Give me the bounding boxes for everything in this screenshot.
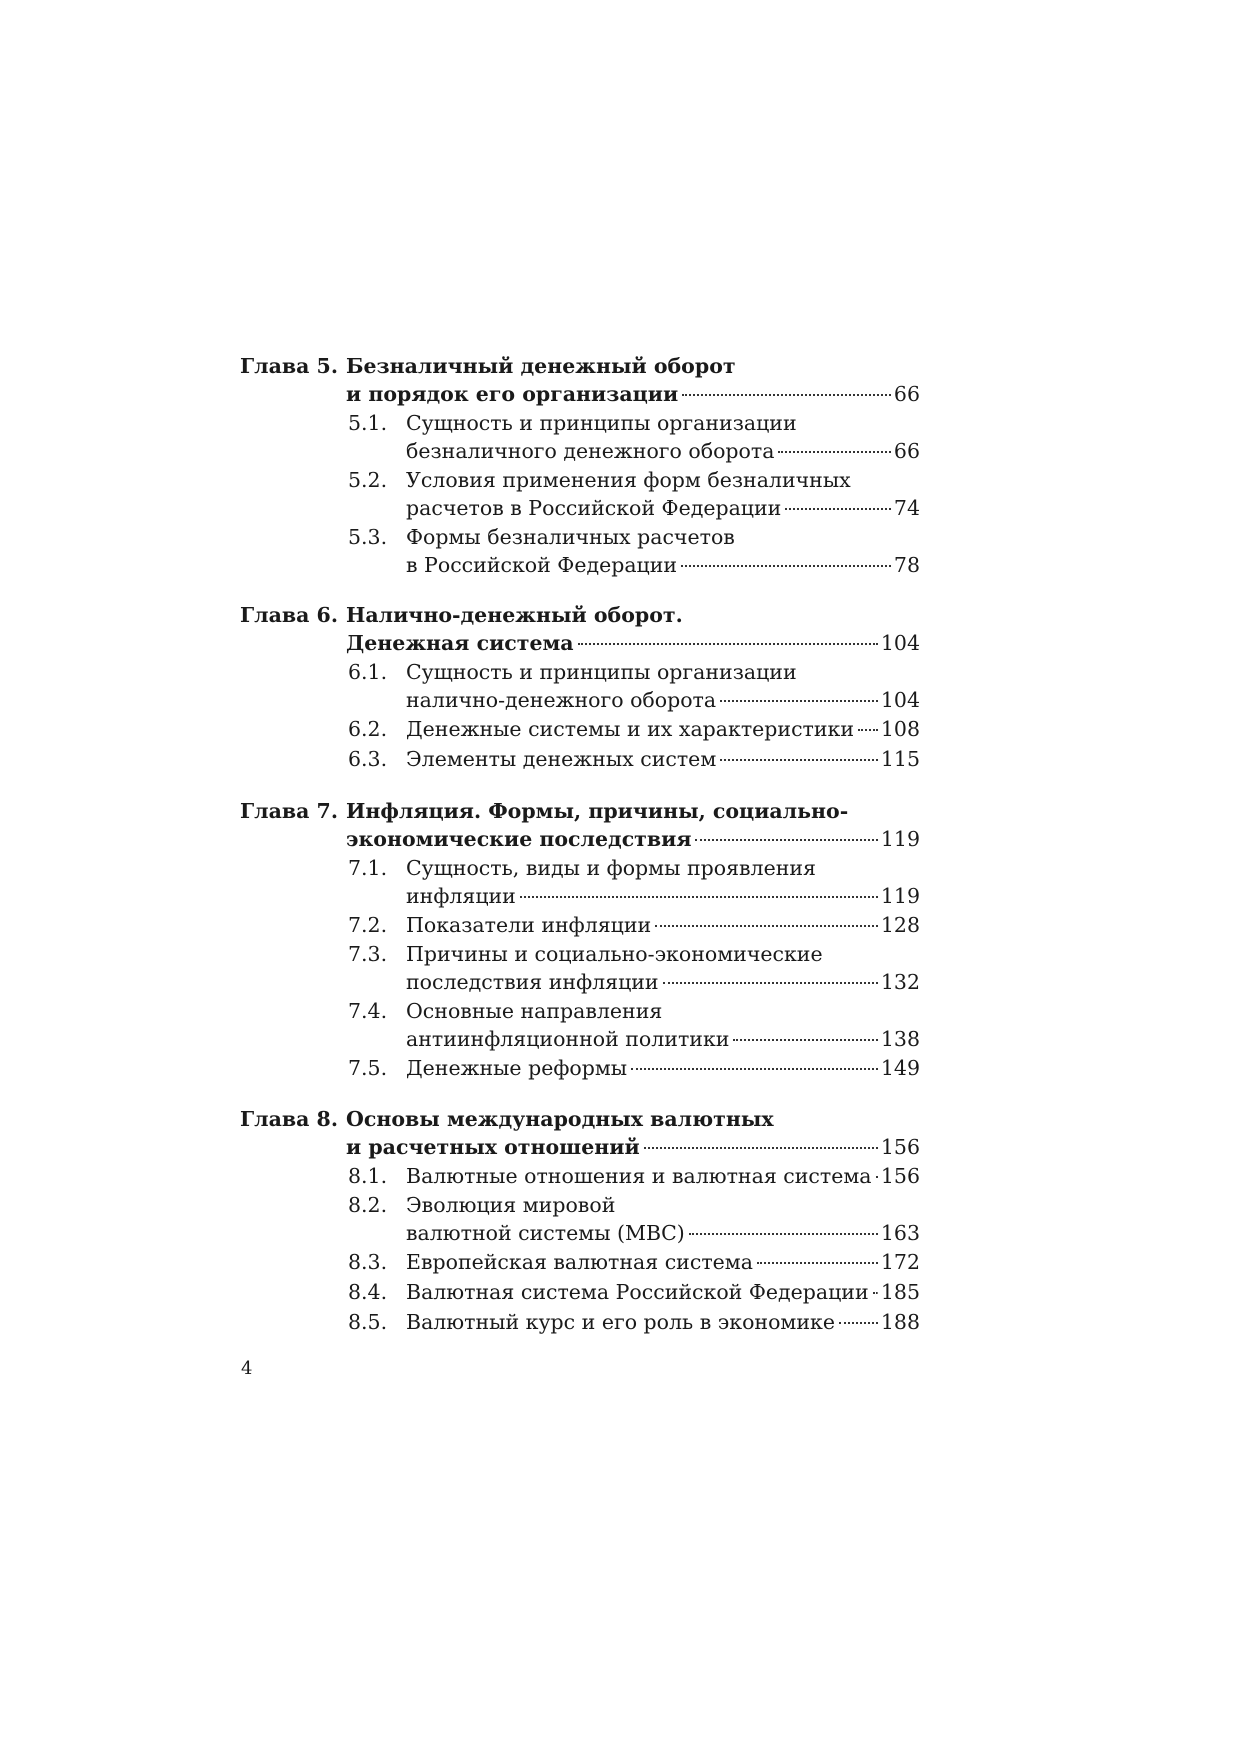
chapter-number: Глава 7. [240,799,338,823]
chapter-title-line-1: Основы международных валютных [346,1107,774,1131]
page-ref: 185 [880,1280,920,1304]
dot-leader [682,394,891,396]
page-ref: 108 [880,717,920,741]
page-ref: 104 [880,688,920,712]
section-number: 7.4. [348,999,388,1023]
section-entry[interactable]: Европейская валютная система 172 [406,1250,920,1274]
section-number: 7.5. [348,1056,388,1080]
section-entry[interactable]: Валютный курс и его роль в экономике 188 [406,1310,920,1334]
page-ref: 66 [893,439,920,463]
chapter-number: Глава 6. [240,603,338,627]
chapter-number: Глава 5. [240,354,338,378]
page-ref: 132 [880,970,920,994]
page-ref: 188 [880,1310,920,1334]
page-ref: 104 [880,631,920,655]
page-ref: 66 [893,382,920,406]
page-ref: 163 [880,1221,920,1245]
dot-leader [733,1039,877,1041]
page-ref: 172 [880,1250,920,1274]
section-entry[interactable]: Валютные отношения и валютная система 156 [406,1164,920,1188]
page-ref: 78 [893,553,920,577]
page-ref: 138 [880,1027,920,1051]
page-ref: 115 [880,747,920,771]
section-number: 6.2. [348,717,388,741]
section-title-line-1: Сущность и принципы организации [406,411,797,435]
section-entry[interactable]: Валютная система Российской Федерации 185 [406,1280,920,1304]
section-entry[interactable]: расчетов в Российской Федерации 74 [406,496,920,520]
dot-leader [873,1292,878,1294]
dot-leader [578,643,878,645]
chapter-title-line-2[interactable]: Денежная система 104 [346,631,920,655]
section-title-line-1: Формы безналичных расчетов [406,525,735,549]
dot-leader [663,982,878,984]
page-ref: 156 [880,1164,920,1188]
dot-leader [876,1176,878,1178]
section-entry[interactable]: последствия инфляции 132 [406,970,920,994]
dot-leader [839,1322,878,1324]
section-number: 5.2. [348,468,388,492]
section-entry[interactable]: в Российской Федерации 78 [406,553,920,577]
section-title-line-1: Основные направления [406,999,663,1023]
section-entry[interactable]: Денежные системы и их характеристики 108 [406,717,920,741]
section-entry[interactable]: антиинфляционной политики 138 [406,1027,920,1051]
chapter-title-line-2[interactable]: и расчетных отношений 156 [346,1135,920,1159]
section-entry[interactable]: Элементы денежных систем 115 [406,747,920,771]
chapter-title-line-2[interactable]: и порядок его организации 66 [346,382,920,406]
chapter-title-line-1: Налично-денежный оборот. [346,603,683,627]
dot-leader [655,925,878,927]
section-number: 8.5. [348,1310,388,1334]
dot-leader [681,565,891,567]
dot-leader [631,1068,878,1070]
dot-leader [720,759,878,761]
chapter-number: Глава 8. [240,1107,338,1131]
chapter-title-line-1: Безналичный денежный оборот [346,354,736,378]
page-ref: 149 [880,1056,920,1080]
section-number: 7.3. [348,942,388,966]
page-ref: 74 [893,496,920,520]
dot-leader [644,1147,878,1149]
section-number: 6.1. [348,660,388,684]
section-title-line-1: Причины и социально-экономические [406,942,823,966]
dot-leader [520,896,878,898]
section-number: 5.3. [348,525,388,549]
section-number: 7.1. [348,856,388,880]
section-number: 6.3. [348,747,388,771]
section-title-line-1: Сущность, виды и формы проявления [406,856,816,880]
section-title-line-1: Эволюция мировой [406,1193,616,1217]
section-entry[interactable]: валютной системы (МВС) 163 [406,1221,920,1245]
section-number: 7.2. [348,913,388,937]
dot-leader [778,451,890,453]
section-entry[interactable]: безналичного денежного оборота 66 [406,439,920,463]
page-ref: 156 [880,1135,920,1159]
section-title-line-1: Сущность и принципы организации [406,660,797,684]
dot-leader [695,839,877,841]
dot-leader [785,508,891,510]
chapter-title-line-1: Инфляция. Формы, причины, социально- [346,799,849,823]
dot-leader [757,1262,878,1264]
page-ref: 128 [880,913,920,937]
page-ref: 119 [880,827,920,851]
section-number: 8.1. [348,1164,388,1188]
section-entry[interactable]: инфляции 119 [406,884,920,908]
section-number: 8.3. [348,1250,388,1274]
dot-leader [720,700,878,702]
dot-leader [858,729,878,731]
section-entry[interactable]: Показатели инфляции 128 [406,913,920,937]
section-title-line-1: Условия применения форм безналичных [406,468,851,492]
page-number: 4 [241,1358,253,1379]
section-number: 8.2. [348,1193,388,1217]
section-entry[interactable]: налично-денежного оборота 104 [406,688,920,712]
page-ref: 119 [880,884,920,908]
section-number: 5.1. [348,411,388,435]
dot-leader [689,1233,878,1235]
section-entry[interactable]: Денежные реформы 149 [406,1056,920,1080]
chapter-title-line-2[interactable]: экономические последствия 119 [346,827,920,851]
section-number: 8.4. [348,1280,388,1304]
